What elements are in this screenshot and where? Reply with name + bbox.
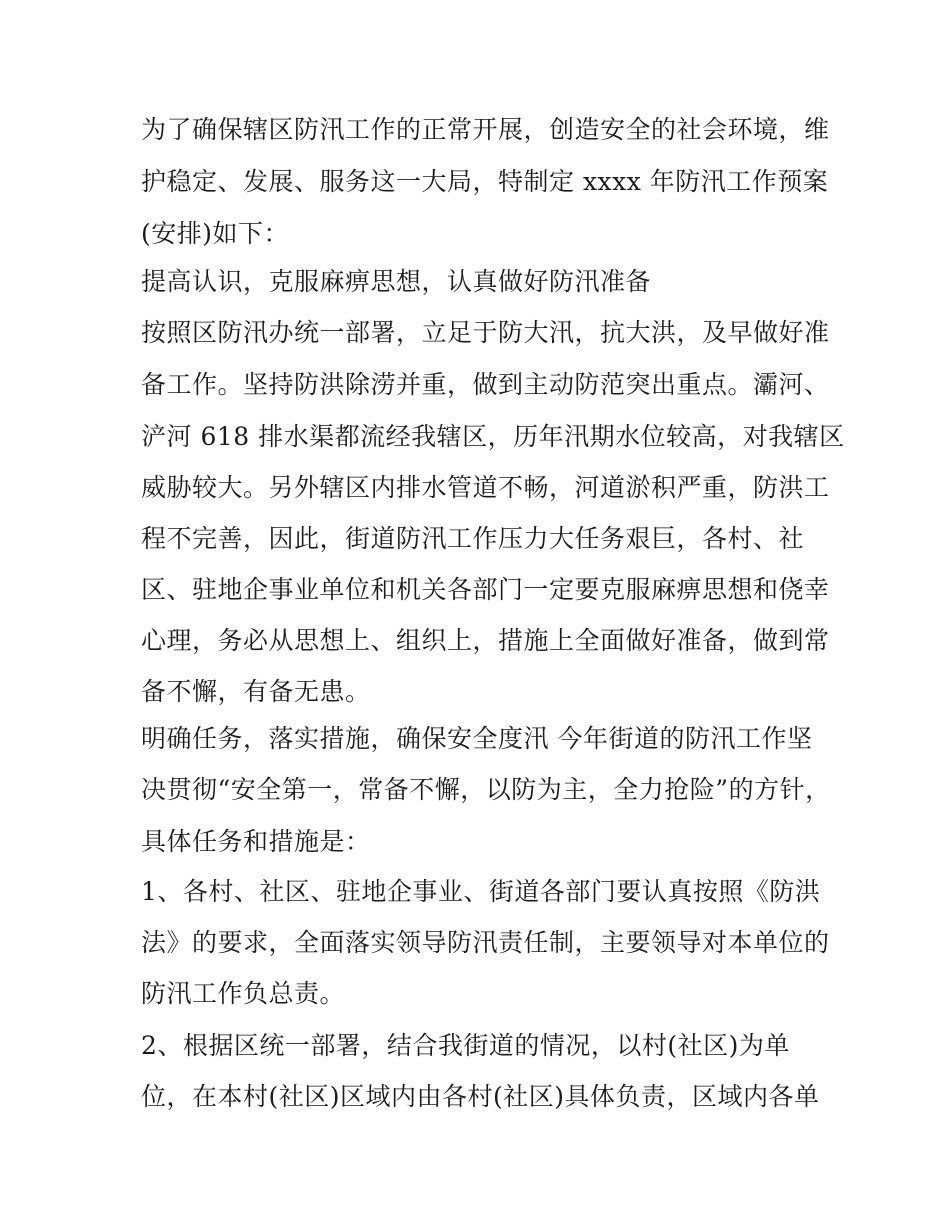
- text-line-12: 备不懈，有备无患。: [141, 677, 371, 706]
- text-line-10: 区、驻地企事业单位和机关各部门一定要克服麻痹思想和侥幸: [141, 575, 830, 604]
- text-line-7: 浐河 618 排水渠都流经我辖区，历年汛期水位较高，对我辖区: [141, 422, 845, 451]
- text-line-2: 护稳定、发展、服务这一大局，特制定 xxxx 年防汛工作预案: [141, 167, 829, 196]
- text-line-14: 决贯彻“安全第一，常备不懈，以防为主，全力抢险”的方针，: [141, 775, 831, 804]
- section-heading-1: 提高认识，克服麻痹思想，认真做好防汛准备: [141, 267, 652, 296]
- text-line-5: 按照区防汛办统一部署，立足于防大汛，抗大洪，及早做好准: [141, 318, 830, 347]
- text-line-8: 威胁较大。另外辖区内排水管道不畅，河道淤积严重，防洪工: [141, 473, 830, 502]
- text-line-11: 心理，务必从思想上、组织上，措施上全面做好准备，做到常: [141, 626, 830, 655]
- list-item-1-line-1: 1、各村、社区、驻地企事业、街道各部门要认真按照《防洪: [141, 877, 821, 906]
- section-heading-2: 明确任务，落实措施，确保安全度汛 今年街道的防汛工作坚: [141, 724, 813, 753]
- list-item-2-line-1: 2、根据区统一部署，结合我街道的情况，以村(社区)为单: [141, 1031, 790, 1060]
- list-item-2-line-2: 位，在本村(社区)区域内由各村(社区)具体负责，区域内各单: [141, 1082, 820, 1111]
- list-item-1-line-3: 防汛工作负总责。: [141, 979, 346, 1008]
- text-line-6: 备工作。坚持防洪除涝并重，做到主动防范突出重点。灞河、: [141, 370, 830, 399]
- text-line-1: 为了确保辖区防汛工作的正常开展，创造安全的社会环境，维: [141, 115, 830, 144]
- list-item-1-line-2: 法》的要求，全面落实领导防汛责任制，主要领导对本单位的: [141, 928, 830, 957]
- text-line-15: 具体任务和措施是：: [141, 827, 371, 856]
- text-line-3: (安排)如下：: [141, 219, 290, 248]
- text-line-9: 程不完善，因此，街道防汛工作压力大任务艰巨，各村、社: [141, 524, 805, 553]
